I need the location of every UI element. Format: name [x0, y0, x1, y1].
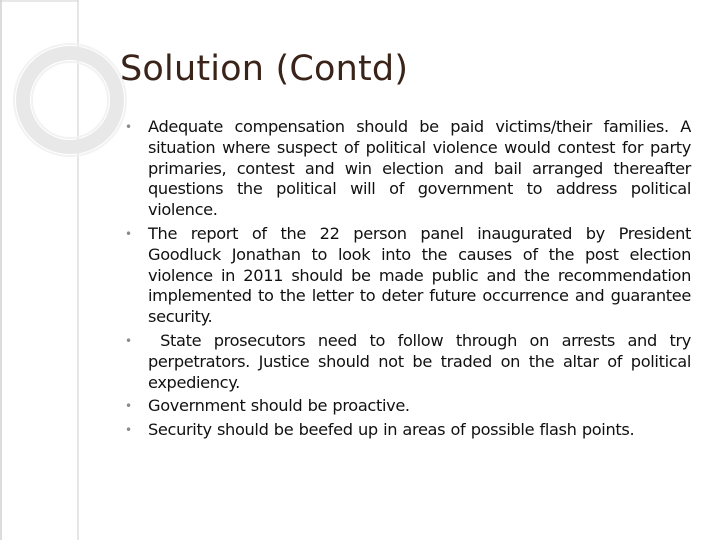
decor-ring — [23, 53, 117, 147]
bullet-text: Government should be proactive. — [148, 396, 410, 416]
bullet-marker-icon: • — [125, 399, 132, 414]
bullet-text: The report of the 22 person panel inaugurated by President Goodluck Jonathan to look into the causes of the post election violence in 2011 should be made public and the recommendation implemented to the letter to deter future occurrence and guarantee security. — [148, 223, 691, 327]
decor-ring-inner — [32, 62, 108, 138]
bullet-text: Adequate compensation should be paid victims/their families. A situation where suspect of political violence would contest for party primaries, contest and win election and bail arranged thereafter questions the political will of government to address political violence. — [148, 117, 691, 220]
bullet-marker-icon: • — [125, 333, 132, 348]
bullet-item — [125, 420, 691, 441]
slide-title: Solution (Contd) — [120, 49, 409, 89]
bullet-item — [125, 330, 697, 393]
bullet-marker-icon: • — [125, 423, 132, 438]
bullet-item — [125, 223, 691, 328]
decor-ring-outer — [14, 44, 126, 156]
bullet-text: Security should be beefed up in areas of possible flash points. — [148, 420, 635, 440]
bullet-marker-icon: • — [125, 120, 132, 134]
bullet-text: State prosecutors need to follow through on arrests and try perpetrators. Justice should not be traded on the altar of political expediency. — [148, 330, 697, 392]
bullet-list — [125, 117, 697, 444]
bullet-item — [125, 117, 691, 221]
bullet-marker-icon: • — [125, 226, 132, 241]
bullet-item — [125, 396, 691, 417]
